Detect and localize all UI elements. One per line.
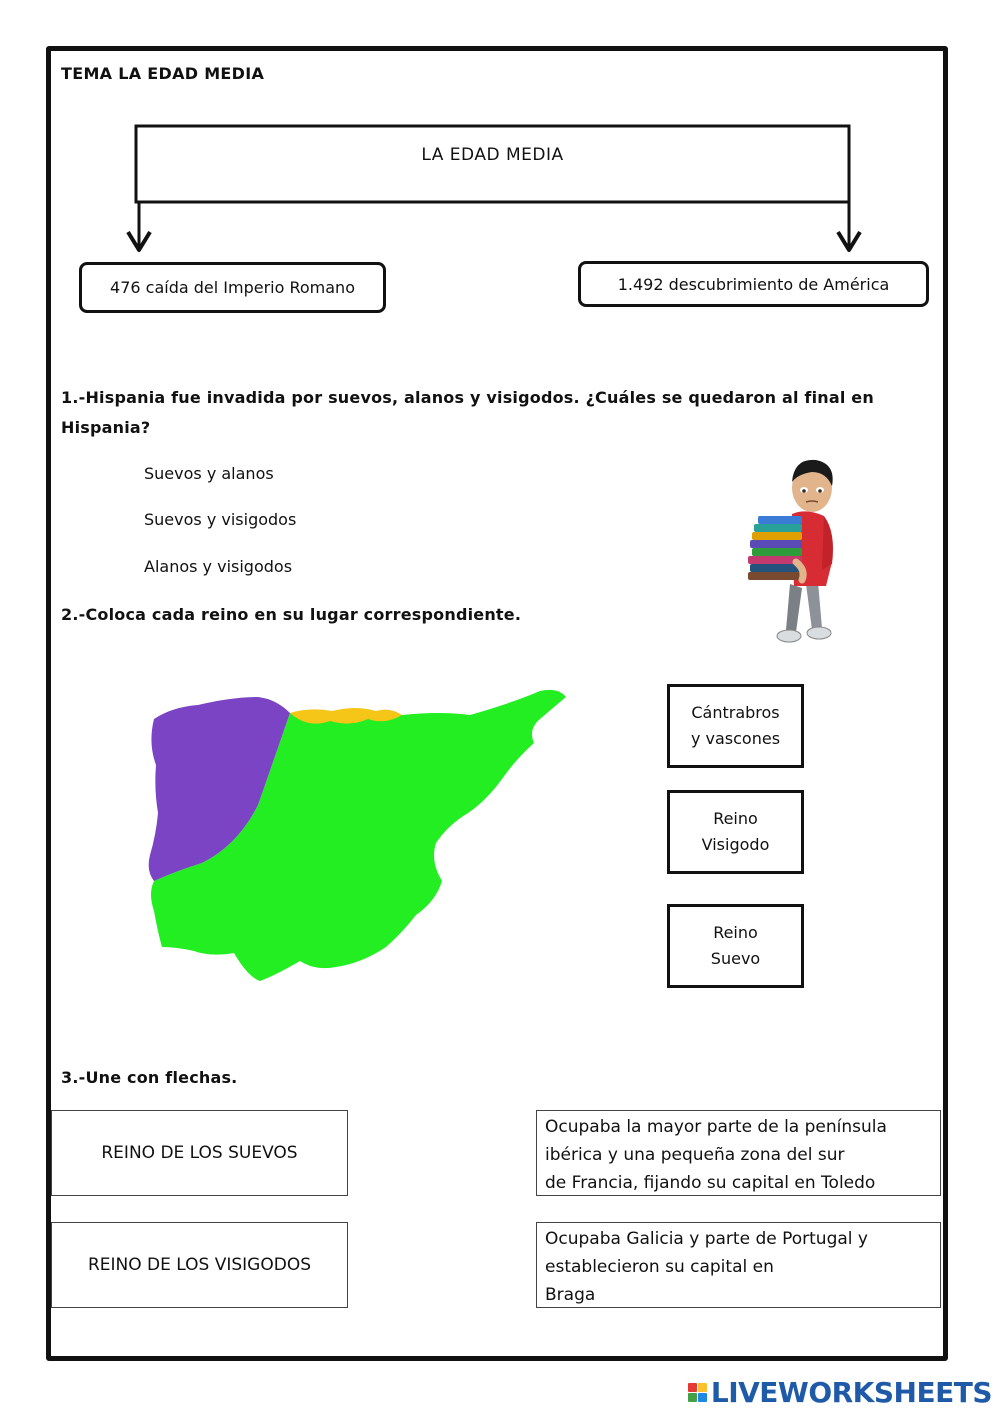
map-label-suevo-line-2: Suevo bbox=[710, 949, 761, 968]
map-label-visigodo-line-2: Visigodo bbox=[701, 835, 770, 854]
match-left-visigodos[interactable]: REINO DE LOS VISIGODOS bbox=[51, 1222, 348, 1308]
map-label-suevo[interactable] bbox=[667, 904, 804, 988]
question-2: 2.-Coloca cada reino en su lugar correspondiente. bbox=[61, 605, 522, 624]
match-right-2-line-2: establecieron su capital en bbox=[545, 1257, 774, 1277]
q1-option-3[interactable]: Alanos y visigodos bbox=[144, 557, 293, 576]
liveworksheets-logo-text: LIVEWORKSHEETS bbox=[710, 1376, 992, 1409]
question-1-line-2: Hispania? bbox=[61, 418, 151, 437]
iberian-peninsula-map bbox=[140, 685, 580, 990]
q1-option-2[interactable]: Suevos y visigodos bbox=[144, 510, 297, 529]
liveworksheets-mark-icon bbox=[688, 1383, 707, 1402]
avatar-carrying-books bbox=[740, 452, 845, 650]
map-label-cantabros[interactable] bbox=[667, 684, 804, 768]
liveworksheets-logo bbox=[688, 1376, 992, 1409]
map-label-cantabros-line-2: y vascones bbox=[690, 729, 781, 748]
match-right-1-line-2: ibérica y una pequeña zona del sur bbox=[545, 1145, 845, 1165]
match-right-2[interactable] bbox=[536, 1222, 941, 1308]
map-label-visigodo-line-1: Reino bbox=[713, 809, 758, 828]
map-label-visigodo[interactable] bbox=[667, 790, 804, 874]
match-left-suevos[interactable]: REINO DE LOS SUEVOS bbox=[51, 1110, 348, 1196]
timeline-end-box: 1.492 descubrimiento de América bbox=[578, 261, 929, 307]
map-label-cantabros-line-1: Cántrabros bbox=[691, 703, 780, 722]
match-right-1-line-3: de Francia, fijando su capital en Toledo bbox=[545, 1173, 876, 1193]
question-1 bbox=[61, 383, 941, 443]
match-right-1-line-1: Ocupaba la mayor parte de la península bbox=[545, 1117, 887, 1137]
question-1-line-1: 1.-Hispania fue invadida por suevos, alanos y visigodos. ¿Cuáles se quedaron al final en bbox=[61, 388, 874, 407]
book-stack-icon bbox=[748, 516, 802, 580]
question-3: 3.-Une con flechas. bbox=[61, 1068, 238, 1087]
match-right-1[interactable] bbox=[536, 1110, 941, 1196]
avatar-legs bbox=[777, 582, 831, 642]
match-right-2-line-3: Braga bbox=[545, 1285, 596, 1305]
map-label-suevo-line-1: Reino bbox=[713, 923, 758, 942]
q1-option-1[interactable]: Suevos y alanos bbox=[144, 464, 274, 483]
timeline-start-box: 476 caída del Imperio Romano bbox=[79, 262, 386, 313]
topic-title: TEMA LA EDAD MEDIA bbox=[61, 64, 265, 83]
timeline-title: LA EDAD MEDIA bbox=[421, 145, 564, 165]
match-right-2-line-1: Ocupaba Galicia y parte de Portugal y bbox=[545, 1229, 868, 1249]
